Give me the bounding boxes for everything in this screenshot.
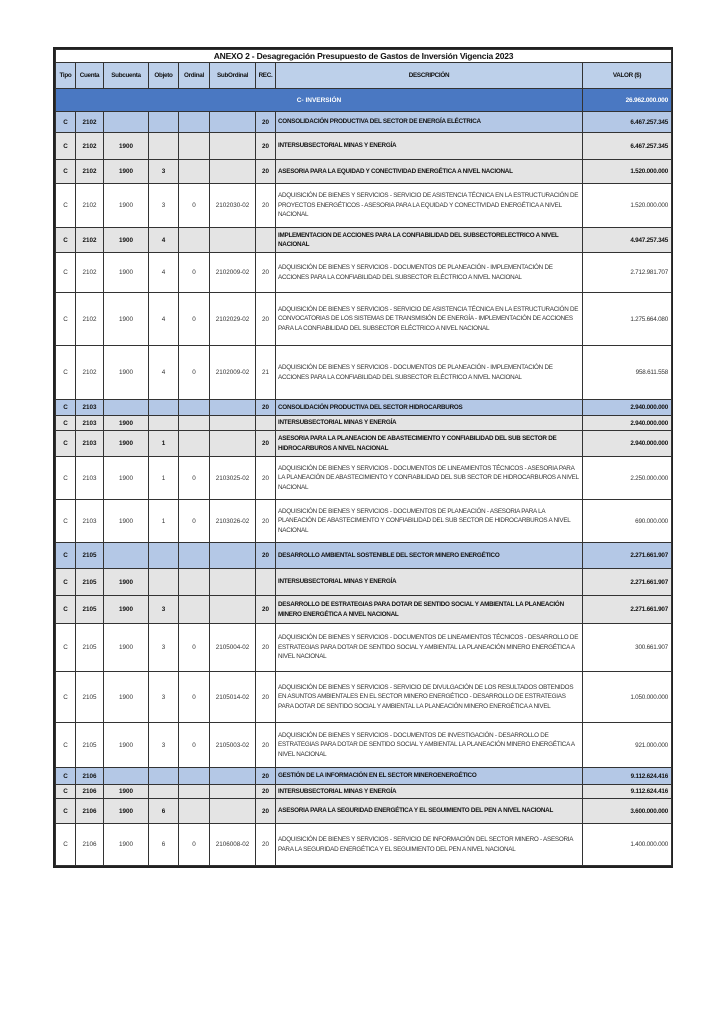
cell-rec: 20: [256, 768, 276, 785]
col-header-cuenta: Cuenta: [76, 63, 104, 89]
cell-descripcion: DESARROLLO DE ESTRATEGIAS PARA DOTAR DE SENTIDO SOCIAL Y AMBIENTAL LA PLANEACIÓN MINERO ENERGÉTICA A NIVEL NACIONAL: [276, 596, 583, 624]
cell-valor: 2.271.661.907: [583, 569, 672, 596]
cell-objeto: [149, 112, 179, 133]
cell-rec: 20: [256, 596, 276, 624]
cell-ordinal: [179, 799, 210, 824]
cell-subcuenta: 1900: [104, 799, 149, 824]
cell-ordinal: 0: [179, 457, 210, 500]
cell-tipo: C: [56, 112, 76, 133]
cell-cuenta: 2102: [76, 184, 104, 228]
cell-rec: 20: [256, 457, 276, 500]
cell-subordinal: [210, 400, 256, 416]
cell-cuenta: 2105: [76, 624, 104, 672]
cell-objeto: [149, 400, 179, 416]
cell-objeto: [149, 133, 179, 160]
cell-descripcion: INTERSUBSECTORIAL MINAS Y ENERGÍA: [276, 569, 583, 596]
cell-descripcion: ADQUISICIÓN DE BIENES Y SERVICIOS - SERVICIO DE ASISTENCIA TÉCNICA EN LA ESTRUCTURACIÓN DE PROYECTOS ENERGÉTICOS - ASESORIA PARA LA EQUIDAD Y CONECTIVIDAD ENERGÉTICA A NIVEL NACIONAL: [276, 184, 583, 228]
cell-subcuenta: 1900: [104, 431, 149, 457]
total-value: 26.962.000.000: [583, 89, 672, 112]
cell-descripcion: GESTIÓN DE LA INFORMACIÓN EN EL SECTOR MINEROENERGÉTICO: [276, 768, 583, 785]
col-header-objeto: Objeto: [149, 63, 179, 89]
cell-subordinal: [210, 569, 256, 596]
detail-row: [56, 672, 672, 723]
budget-table: [55, 49, 672, 866]
cell-tipo: C: [56, 416, 76, 431]
cell-tipo: C: [56, 400, 76, 416]
cell-objeto: [149, 785, 179, 799]
cell-rec: 20: [256, 112, 276, 133]
cell-ordinal: [179, 400, 210, 416]
cell-rec: 20: [256, 500, 276, 543]
cell-descripcion: DESARROLLO AMBIENTAL SOSTENIBLE DEL SECTOR MINERO ENERGÉTICO: [276, 543, 583, 569]
cell-ordinal: 0: [179, 253, 210, 293]
budget-annex-sheet: [53, 47, 673, 868]
cell-ordinal: 0: [179, 672, 210, 723]
cell-subordinal: [210, 785, 256, 799]
cell-descripcion: ADQUISICIÓN DE BIENES Y SERVICIOS - DOCUMENTOS DE PLANEACIÓN - IMPLEMENTACIÓN DE ACCIONES PARA LA CONFIABILIDAD DEL SUBSECTOR ELÉCTRICO A NIVEL NACIONAL: [276, 253, 583, 293]
cell-objeto: [149, 416, 179, 431]
cell-valor: 2.712.981.707: [583, 253, 672, 293]
cell-cuenta: 2103: [76, 416, 104, 431]
cell-cuenta: 2102: [76, 133, 104, 160]
cell-subcuenta: 1900: [104, 133, 149, 160]
cell-tipo: C: [56, 431, 76, 457]
cell-subcuenta: 1900: [104, 160, 149, 184]
cell-subcuenta: 1900: [104, 416, 149, 431]
cell-subordinal: 2105003-02: [210, 723, 256, 768]
detail-row: [56, 293, 672, 346]
cell-rec: 20: [256, 672, 276, 723]
cell-ordinal: 0: [179, 293, 210, 346]
cell-rec: 20: [256, 785, 276, 799]
cell-subcuenta: [104, 112, 149, 133]
cell-ordinal: [179, 543, 210, 569]
cell-cuenta: 2102: [76, 253, 104, 293]
cell-descripcion: ASESORIA PARA LA EQUIDAD Y CONECTIVIDAD ENERGÉTICA A NIVEL NACIONAL: [276, 160, 583, 184]
cell-valor: 9.112.624.416: [583, 785, 672, 799]
summary-row: [56, 416, 672, 431]
cell-valor: 1.275.664.080: [583, 293, 672, 346]
cell-rec: 20: [256, 160, 276, 184]
cell-rec: 20: [256, 543, 276, 569]
cell-objeto: 4: [149, 293, 179, 346]
cell-objeto: [149, 569, 179, 596]
total-row: [56, 89, 672, 112]
cell-rec: 20: [256, 624, 276, 672]
cell-rec: 20: [256, 253, 276, 293]
summary-row: [56, 768, 672, 785]
cell-valor: 3.600.000.000: [583, 799, 672, 824]
cell-tipo: C: [56, 457, 76, 500]
cell-objeto: 3: [149, 596, 179, 624]
cell-descripcion: INTERSUBSECTORIAL MINAS Y ENERGÍA: [276, 133, 583, 160]
cell-ordinal: [179, 785, 210, 799]
cell-objeto: 3: [149, 672, 179, 723]
summary-row: [56, 785, 672, 799]
cell-valor: 1.520.000.000: [583, 184, 672, 228]
cell-subcuenta: 1900: [104, 346, 149, 400]
cell-objeto: 6: [149, 799, 179, 824]
cell-ordinal: 0: [179, 346, 210, 400]
total-label: C- INVERSIÓN: [56, 89, 583, 112]
cell-valor: 2.271.661.907: [583, 596, 672, 624]
col-header-subordinal: SubOrdinal: [210, 63, 256, 89]
cell-ordinal: 0: [179, 723, 210, 768]
cell-rec: 20: [256, 133, 276, 160]
cell-subcuenta: 1900: [104, 253, 149, 293]
cell-valor: 1.520.000.000: [583, 160, 672, 184]
cell-valor: 1.400.000.000: [583, 824, 672, 866]
cell-subordinal: 2103026-02: [210, 500, 256, 543]
cell-descripcion: ADQUISICIÓN DE BIENES Y SERVICIOS - DOCUMENTOS DE PLANEACIÓN - ASESORIA PARA LA PLANEACIÓN DE ABASTECIMIENTO Y CONFIABILIDAD DEL SUB SECTOR DE HIDROCARBUROS A NIVEL NACIONAL: [276, 500, 583, 543]
cell-valor: 2.940.000.000: [583, 400, 672, 416]
cell-tipo: C: [56, 346, 76, 400]
cell-descripcion: ASESORIA PARA LA SEGURIDAD ENERGÉTICA Y EL SEGUIMIENTO DEL PEN A NIVEL NACIONAL: [276, 799, 583, 824]
cell-objeto: [149, 768, 179, 785]
cell-subcuenta: 1900: [104, 672, 149, 723]
cell-objeto: 3: [149, 160, 179, 184]
cell-cuenta: 2103: [76, 457, 104, 500]
cell-valor: 2.940.000.000: [583, 416, 672, 431]
cell-subordinal: [210, 133, 256, 160]
col-header-descripcion: DESCRIPCIÓN: [276, 63, 583, 89]
cell-tipo: C: [56, 723, 76, 768]
cell-cuenta: 2106: [76, 785, 104, 799]
cell-ordinal: [179, 768, 210, 785]
detail-row: [56, 500, 672, 543]
cell-rec: 20: [256, 824, 276, 866]
cell-cuenta: 2105: [76, 672, 104, 723]
cell-tipo: C: [56, 253, 76, 293]
cell-valor: 921.000.000: [583, 723, 672, 768]
cell-tipo: C: [56, 824, 76, 866]
cell-subordinal: [210, 416, 256, 431]
summary-row: [56, 543, 672, 569]
cell-objeto: 4: [149, 228, 179, 253]
cell-cuenta: 2105: [76, 596, 104, 624]
cell-valor: 690.000.000: [583, 500, 672, 543]
cell-subcuenta: 1900: [104, 500, 149, 543]
cell-rec: 20: [256, 431, 276, 457]
cell-tipo: C: [56, 596, 76, 624]
cell-objeto: 1: [149, 457, 179, 500]
cell-subcuenta: 1900: [104, 228, 149, 253]
cell-descripcion: CONSOLIDACIÓN PRODUCTIVA DEL SECTOR DE ENERGÍA ELÉCTRICA: [276, 112, 583, 133]
cell-valor: 958.611.558: [583, 346, 672, 400]
cell-subcuenta: 1900: [104, 824, 149, 866]
cell-subordinal: [210, 596, 256, 624]
cell-subcuenta: [104, 400, 149, 416]
cell-tipo: C: [56, 624, 76, 672]
cell-cuenta: 2103: [76, 400, 104, 416]
cell-tipo: C: [56, 543, 76, 569]
cell-subcuenta: 1900: [104, 184, 149, 228]
cell-subordinal: [210, 112, 256, 133]
cell-subcuenta: 1900: [104, 624, 149, 672]
cell-subcuenta: 1900: [104, 569, 149, 596]
cell-ordinal: 0: [179, 624, 210, 672]
cell-valor: 2.250.000.000: [583, 457, 672, 500]
cell-cuenta: 2102: [76, 160, 104, 184]
cell-rec: [256, 228, 276, 253]
col-header-tipo: Tipo: [56, 63, 76, 89]
detail-row: [56, 457, 672, 500]
cell-cuenta: 2105: [76, 723, 104, 768]
cell-ordinal: [179, 416, 210, 431]
cell-ordinal: [179, 569, 210, 596]
cell-ordinal: [179, 431, 210, 457]
cell-cuenta: 2103: [76, 500, 104, 543]
cell-objeto: [149, 543, 179, 569]
cell-subcuenta: 1900: [104, 457, 149, 500]
title-row: [56, 50, 672, 63]
summary-row: [56, 596, 672, 624]
col-header-subcuenta: Subcuenta: [104, 63, 149, 89]
cell-descripcion: IMPLEMENTACION DE ACCIONES PARA LA CONFIABILIDAD DEL SUBSECTORELECTRICO A NIVEL NACIONAL: [276, 228, 583, 253]
cell-subcuenta: 1900: [104, 596, 149, 624]
cell-tipo: C: [56, 672, 76, 723]
detail-row: [56, 184, 672, 228]
cell-subordinal: 2105004-02: [210, 624, 256, 672]
cell-valor: 9.112.624.416: [583, 768, 672, 785]
cell-subordinal: [210, 768, 256, 785]
summary-row: [56, 160, 672, 184]
cell-subordinal: 2105014-02: [210, 672, 256, 723]
cell-objeto: 3: [149, 723, 179, 768]
cell-ordinal: 0: [179, 824, 210, 866]
cell-subordinal: [210, 543, 256, 569]
cell-objeto: 4: [149, 346, 179, 400]
cell-tipo: C: [56, 500, 76, 543]
cell-cuenta: 2102: [76, 293, 104, 346]
cell-valor: 2.271.661.907: [583, 543, 672, 569]
summary-row: [56, 112, 672, 133]
cell-descripcion: ASESORIA PARA LA PLANEACION DE ABASTECIMIENTO Y CONFIABILIDAD DEL SUB SECTOR DE HIDROCARBUROS A NIVEL NACIONAL: [276, 431, 583, 457]
cell-rec: [256, 416, 276, 431]
col-header-ordinal: Ordinal: [179, 63, 210, 89]
detail-row: [56, 346, 672, 400]
cell-subcuenta: [104, 768, 149, 785]
cell-subcuenta: 1900: [104, 293, 149, 346]
cell-tipo: C: [56, 293, 76, 346]
cell-descripcion: INTERSUBSECTORIAL MINAS Y ENERGÍA: [276, 785, 583, 799]
cell-cuenta: 2102: [76, 228, 104, 253]
cell-cuenta: 2102: [76, 346, 104, 400]
cell-objeto: 4: [149, 253, 179, 293]
cell-objeto: 3: [149, 624, 179, 672]
cell-subordinal: 2102009-02: [210, 253, 256, 293]
cell-cuenta: 2105: [76, 569, 104, 596]
cell-ordinal: [179, 133, 210, 160]
cell-subordinal: [210, 228, 256, 253]
summary-row: [56, 799, 672, 824]
cell-valor: 300.661.907: [583, 624, 672, 672]
cell-cuenta: 2106: [76, 824, 104, 866]
cell-ordinal: [179, 228, 210, 253]
cell-descripcion: ADQUISICIÓN DE BIENES Y SERVICIOS - DOCUMENTOS DE INVESTIGACIÓN - DESARROLLO DE ESTRATEGIAS PARA DOTAR DE SENTIDO SOCIAL Y AMBIENTAL LA PLANEACIÓN MINERO ENERGÉTICA A NIVEL NACIONAL: [276, 723, 583, 768]
cell-objeto: 1: [149, 431, 179, 457]
cell-descripcion: ADQUISICIÓN DE BIENES Y SERVICIOS - SERVICIO DE ASISTENCIA TÉCNICA EN LA ESTRUCTURACIÓN DE CONVOCATORIAS DE LOS SISTEMAS DE TRANSMISIÓN DE ENERGÍA - IMPLEMENTACIÓN DE ACCIONES PARA LA CONFIABILIDAD DEL SUBSECTOR ELÉCTRICO A NIVEL NACIONAL: [276, 293, 583, 346]
cell-subordinal: 2103025-02: [210, 457, 256, 500]
summary-row: [56, 569, 672, 596]
cell-subordinal: [210, 160, 256, 184]
cell-rec: 20: [256, 723, 276, 768]
cell-rec: 20: [256, 184, 276, 228]
cell-rec: [256, 569, 276, 596]
cell-descripcion: ADQUISICIÓN DE BIENES Y SERVICIOS - SERVICIO DE DIVULGACIÓN DE LOS RESULTADOS OBTENIDOS EN ASUNTOS AMBIENTALES EN EL SECTOR MINERO ENERGÉTICO - DESARROLLO DE ESTRATEGIAS PARA DOTAR DE SENTIDO SOCIAL Y AMBIENTAL LA PLANEACIÓN MINERO ENERGÉTICA A NIVEL: [276, 672, 583, 723]
summary-row: [56, 228, 672, 253]
cell-cuenta: 2106: [76, 768, 104, 785]
cell-descripcion: INTERSUBSECTORIAL MINAS Y ENERGÍA: [276, 416, 583, 431]
cell-descripcion: CONSOLIDACIÓN PRODUCTIVA DEL SECTOR HIDROCARBUROS: [276, 400, 583, 416]
cell-ordinal: 0: [179, 184, 210, 228]
detail-row: [56, 253, 672, 293]
cell-descripcion: ADQUISICIÓN DE BIENES Y SERVICIOS - DOCUMENTOS DE LINEAMIENTOS TÉCNICOS - DESARROLLO DE ESTRATEGIAS PARA DOTAR DE SENTIDO SOCIAL Y AMBIENTAL LA PLANEACIÓN MINERO ENERGÉTICA A NIVEL NACIONAL: [276, 624, 583, 672]
cell-rec: 20: [256, 293, 276, 346]
cell-valor: 2.940.000.000: [583, 431, 672, 457]
cell-objeto: 6: [149, 824, 179, 866]
cell-rec: 20: [256, 400, 276, 416]
cell-descripcion: ADQUISICIÓN DE BIENES Y SERVICIOS - DOCUMENTOS DE LINEAMIENTOS TÉCNICOS - ASESORIA PARA LA PLANEACIÓN DE ABASTECIMIENTO Y CONFIABILIDAD DEL SUB SECTOR DE HIDROCARBUROS A NIVEL NACIONAL: [276, 457, 583, 500]
cell-cuenta: 2106: [76, 799, 104, 824]
cell-subcuenta: 1900: [104, 785, 149, 799]
cell-subcuenta: 1900: [104, 723, 149, 768]
cell-rec: 21: [256, 346, 276, 400]
cell-ordinal: 0: [179, 500, 210, 543]
cell-valor: 1.050.000.000: [583, 672, 672, 723]
cell-valor: 6.467.257.345: [583, 133, 672, 160]
cell-tipo: C: [56, 184, 76, 228]
cell-objeto: 1: [149, 500, 179, 543]
cell-cuenta: 2103: [76, 431, 104, 457]
column-header-row: [56, 63, 672, 89]
detail-row: [56, 824, 672, 866]
cell-ordinal: [179, 596, 210, 624]
document-title: ANEXO 2 - Desagregación Presupuesto de Gastos de Inversión Vigencia 2023: [56, 50, 672, 63]
cell-subordinal: 2102030-02: [210, 184, 256, 228]
cell-valor: 6.467.257.345: [583, 112, 672, 133]
cell-tipo: C: [56, 799, 76, 824]
cell-ordinal: [179, 160, 210, 184]
cell-tipo: C: [56, 228, 76, 253]
cell-tipo: C: [56, 768, 76, 785]
cell-tipo: C: [56, 569, 76, 596]
col-header-rec: REC.: [256, 63, 276, 89]
cell-ordinal: [179, 112, 210, 133]
cell-descripcion: ADQUISICIÓN DE BIENES Y SERVICIOS - SERVICIO DE INFORMACIÓN DEL SECTOR MINERO - ASESORIA PARA LA SEGURIDAD ENERGÉTICA Y EL SEGUIMIENTO DEL PEN A NIVEL NACIONAL: [276, 824, 583, 866]
cell-subordinal: [210, 431, 256, 457]
cell-rec: 20: [256, 799, 276, 824]
cell-tipo: C: [56, 160, 76, 184]
cell-subcuenta: [104, 543, 149, 569]
summary-row: [56, 133, 672, 160]
summary-row: [56, 431, 672, 457]
cell-tipo: C: [56, 785, 76, 799]
cell-subordinal: [210, 799, 256, 824]
cell-subordinal: 2102009-02: [210, 346, 256, 400]
cell-subordinal: 2102029-02: [210, 293, 256, 346]
cell-tipo: C: [56, 133, 76, 160]
detail-row: [56, 624, 672, 672]
cell-cuenta: 2105: [76, 543, 104, 569]
cell-subordinal: 2106008-02: [210, 824, 256, 866]
cell-valor: 4.947.257.345: [583, 228, 672, 253]
cell-objeto: 3: [149, 184, 179, 228]
col-header-valor: VALOR ($): [583, 63, 672, 89]
cell-descripcion: ADQUISICIÓN DE BIENES Y SERVICIOS - DOCUMENTOS DE PLANEACIÓN - IMPLEMENTACIÓN DE ACCIONES PARA LA CONFIABILIDAD DEL SUBSECTOR ELÉCTRICO A NIVEL NACIONAL: [276, 346, 583, 400]
summary-row: [56, 400, 672, 416]
detail-row: [56, 723, 672, 768]
cell-cuenta: 2102: [76, 112, 104, 133]
